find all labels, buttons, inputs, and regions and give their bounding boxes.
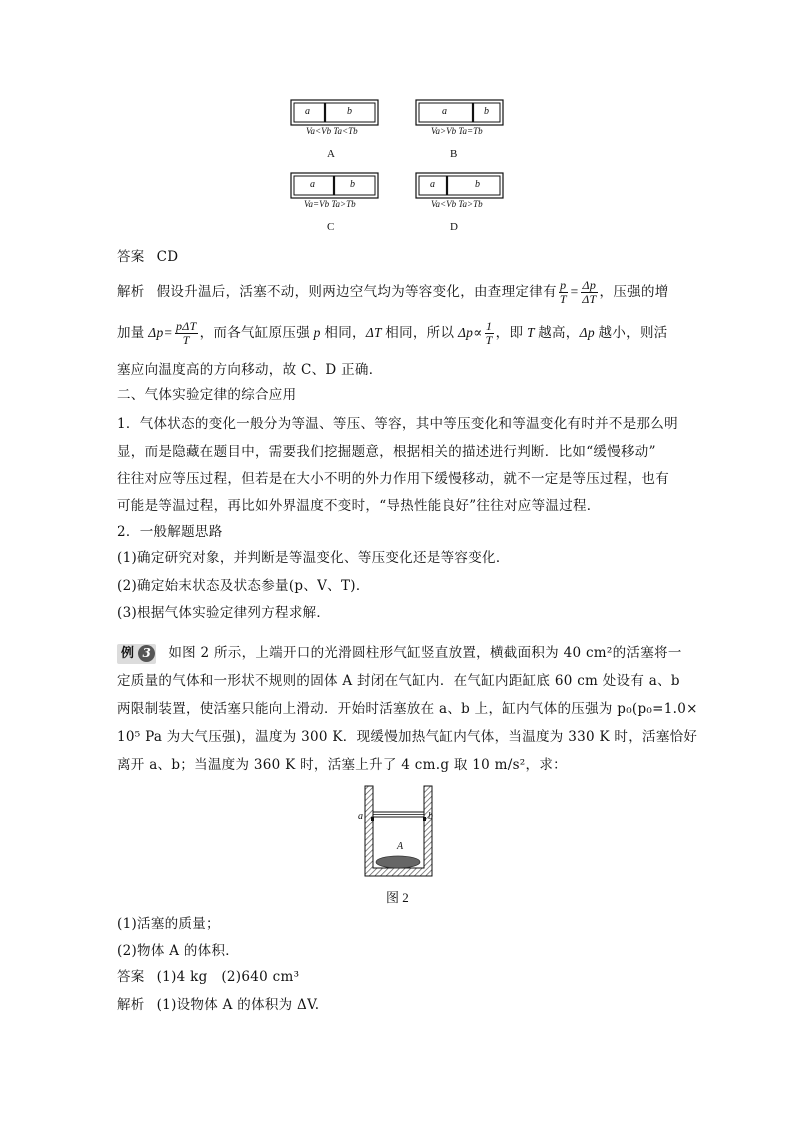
- pressure-increase-fraction: $\frac{\text{pΔT}}{T}$: [175, 319, 197, 347]
- point-1-line-1: 1．气体状态的变化一般分为等温、等压、等容，其中等压变化和等温变化有时并不是那么明: [117, 416, 678, 432]
- analysis-1-text-d: ，而各气缸原压强: [199, 325, 310, 341]
- panel-d-letter: D: [450, 221, 458, 233]
- analysis-2-label: 解析: [117, 997, 145, 1013]
- analysis-1-line-2: 加量 Δp= $\frac{\text{pΔT}}{T}$ ，而各气缸原压强 p 相同，ΔT 相同，所以 Δp∝ $\frac{1}{T}$ ，即 T 越高，Δp 越小，则活: [117, 319, 668, 347]
- point-2-title: 2．一般解题思路: [117, 524, 223, 540]
- answer-2-label: 答案: [117, 969, 145, 985]
- point-1-line-4: 可能是等温过程，再比如外界温度不变时，“导热性能良好”往往对应等温过程．: [117, 498, 601, 514]
- figure-2-label-a: a: [358, 811, 363, 822]
- panel-a-condition: Va<Vb Ta<Tb: [306, 126, 358, 136]
- question-2: (2)物体 A 的体积．: [117, 943, 240, 959]
- piston: [373, 812, 424, 817]
- solid-object-a: [376, 856, 420, 868]
- panel-c-left-label: a: [310, 179, 315, 190]
- example-text-1: 如图 2 所示，上端开口的光滑圆柱形气缸竖直放置，横截面积为 40 cm²的活塞将一: [168, 645, 682, 661]
- step-2: (2)确定始末状态及状态参量(p、V、T)．: [117, 578, 370, 594]
- charles-law-fraction-1: $\frac{p}{T}$: [559, 278, 567, 306]
- step-3: (3)根据气体实验定律列方程求解．: [117, 605, 331, 621]
- panel-c-letter: C: [327, 221, 335, 233]
- analysis-1-text-i: 越小，则活: [598, 325, 668, 341]
- inverse-t-fraction: $\frac{1}{T}$: [485, 319, 493, 347]
- analysis-1-text-f: 相同，所以: [385, 325, 455, 341]
- panel-d-condition: Va<Vb Ta>Tb: [431, 199, 483, 209]
- panel-b-right-label: b: [484, 106, 489, 117]
- example-number-icon: 3: [138, 645, 155, 662]
- panel-a-right-label: b: [347, 106, 352, 117]
- panel-b-letter: B: [450, 148, 458, 160]
- example-3-line-4: 10⁵ Pa 为大气压强)，温度为 300 K．现缓慢加热气缸内气体，当温度为 330 K 时，活塞恰好: [117, 729, 698, 745]
- example-3-line-5: 离开 a、b；当温度为 360 K 时，活塞上升了 4 cm.g 取 10 m/s²，求：: [117, 757, 567, 773]
- analysis-1-text-b: ，压强的增: [599, 284, 669, 300]
- panel-c-right-label: b: [350, 179, 355, 190]
- panel-a-left-label: a: [305, 106, 310, 117]
- example-3-line-2: 定质量的气体和一形状不规则的固体 A 封闭在气缸内．在气缸内距缸底 60 cm 处设有 a、b: [117, 673, 680, 689]
- section-title: 二、气体实验定律的综合应用: [117, 387, 297, 403]
- figure-2-label-A: A: [397, 841, 404, 852]
- analysis-1-text-e: 相同，: [324, 325, 366, 341]
- analysis-1-text-g: ，即: [495, 325, 524, 341]
- panel-d-left-label: a: [430, 179, 435, 190]
- point-1-line-2: 显，而是隐藏在题目中，需要我们挖掘题意，根据相关的描述进行判断．比如“缓慢移动”: [117, 444, 656, 460]
- stop-a: [371, 817, 374, 821]
- answer-2: [117, 967, 683, 987]
- analysis-2-text: (1)设物体 A 的体积为 ΔV.: [156, 997, 320, 1013]
- step-1: (1)确定研究对象，并判断是等温变化、等压变化还是等容变化．: [117, 550, 510, 566]
- answer-1-value: CD: [156, 249, 179, 265]
- charles-law-fraction-2: $\frac{\Delta p}{\Delta T}$: [582, 278, 597, 306]
- analysis-1-text-h: 越高，: [538, 325, 580, 341]
- figure-2-caption: 图 2: [386, 890, 409, 905]
- panel-d-right-label: b: [475, 179, 480, 190]
- panel-b-left-label: a: [442, 106, 447, 117]
- figure-2-label-b: b: [428, 811, 433, 822]
- analysis-1-line-3: 塞应向温度高的方向移动，故 C、D 正确．: [117, 362, 383, 378]
- panel-c-condition: Va=Vb Ta>Tb: [304, 199, 356, 209]
- panel-a-letter: A: [327, 148, 335, 160]
- panel-b-condition: Va>Vb Ta=Tb: [431, 126, 483, 136]
- analysis-2: [117, 995, 683, 1015]
- point-1-line-3: 往往对应等压过程，但若是在大小不明的外力作用下缓慢移动，就不一定是等压过程，也有: [117, 471, 669, 487]
- analysis-1-label: 解析: [117, 284, 145, 300]
- analysis-1-text-c: 加量: [117, 325, 145, 341]
- stop-b: [423, 817, 426, 821]
- answer-2-value: (1)4 kg (2)640 cm³: [156, 969, 300, 985]
- analysis-1-text-a: 假设升温后，活塞不动，则两边空气均为等容变化，由查理定律有: [156, 284, 557, 300]
- answer-1-label: 答案: [117, 249, 145, 265]
- example-badge-text: 例: [121, 646, 135, 661]
- analysis-1-line-1: 解析 假设升温后，活塞不动，则两边空气均为等容变化，由查理定律有 $\frac{p}{T}$ = $\frac{\Delta p}{\Delta T}$ ，压强的增: [117, 278, 669, 306]
- example-3-line-3: 两限制装置，使活塞只能向上滑动．开始时活塞放在 a、b 上，缸内气体的压强为 p₀(p₀=1.0×: [117, 701, 698, 717]
- question-1: (1)活塞的质量；: [117, 916, 220, 932]
